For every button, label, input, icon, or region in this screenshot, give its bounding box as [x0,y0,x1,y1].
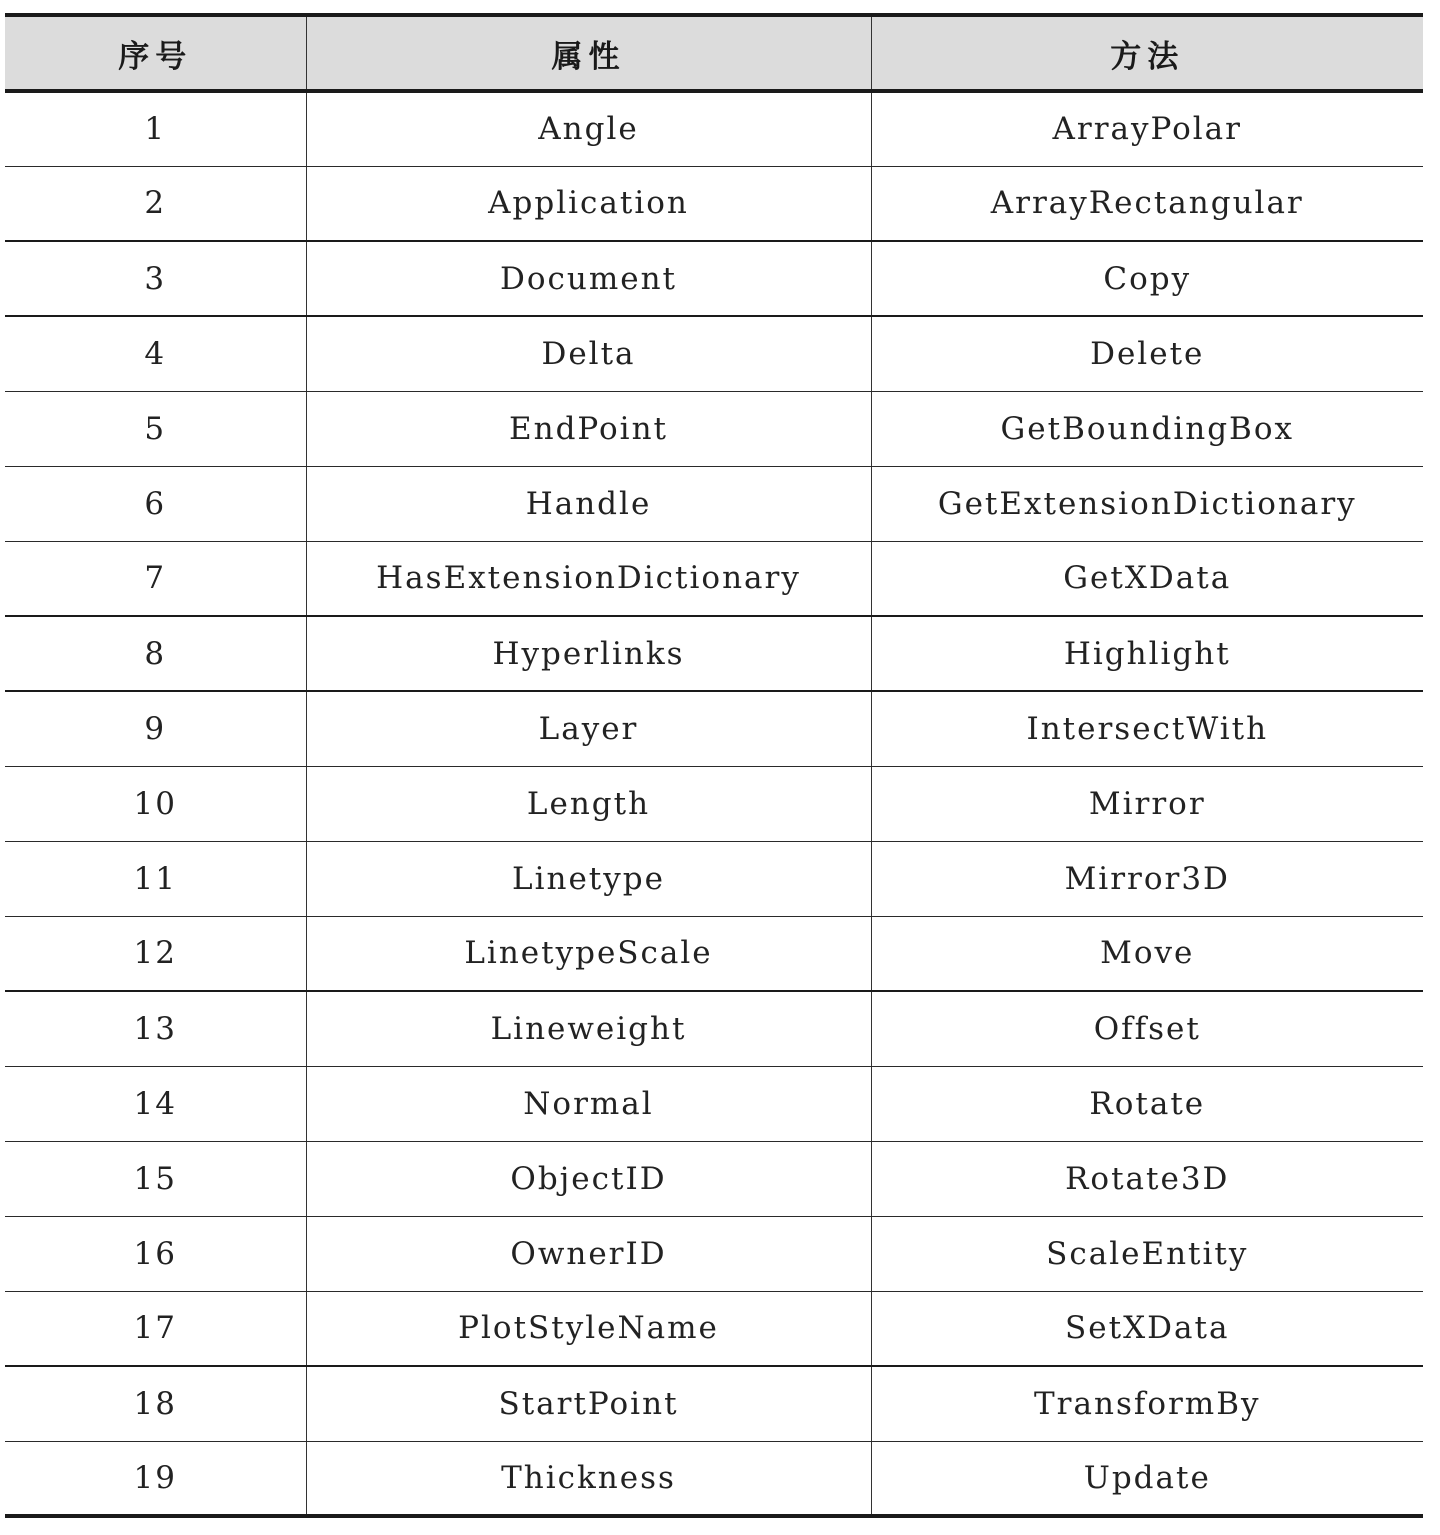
cell-method: Copy [871,241,1423,316]
table-row [5,316,1423,391]
cell-property: Layer [306,691,871,766]
cell-method: Rotate [871,1066,1423,1141]
table-row [5,766,1423,841]
cell-method: IntersectWith [871,691,1423,766]
cell-property: HasExtensionDictionary [306,541,871,616]
cell-number: 19 [5,1441,306,1516]
cell-number: 14 [5,1066,306,1141]
table-row [5,1366,1423,1441]
cell-property: LinetypeScale [306,916,871,991]
header-row [5,15,1423,91]
table-row [5,841,1423,916]
cell-method: ArrayRectangular [871,166,1423,241]
cell-method: Move [871,916,1423,991]
table-row [5,391,1423,466]
table-row [5,616,1423,691]
table-header [5,15,1423,91]
cell-property: Document [306,241,871,316]
cell-number: 12 [5,916,306,991]
cell-number: 15 [5,1141,306,1216]
cell-property: Hyperlinks [306,616,871,691]
cell-method: SetXData [871,1291,1423,1366]
cell-property: Lineweight [306,991,871,1066]
table-row [5,541,1423,616]
header-number: 序号 [5,15,306,91]
cell-method: Mirror3D [871,841,1423,916]
cell-property: Application [306,166,871,241]
cell-number: 11 [5,841,306,916]
cell-number: 10 [5,766,306,841]
properties-methods-table [5,13,1423,1518]
cell-property: PlotStyleName [306,1291,871,1366]
cell-method: Highlight [871,616,1423,691]
table-row [5,916,1423,991]
cell-method: TransformBy [871,1366,1423,1441]
table-row [5,1141,1423,1216]
cell-method: GetExtensionDictionary [871,466,1423,541]
cell-number: 17 [5,1291,306,1366]
cell-property: Handle [306,466,871,541]
cell-number: 2 [5,166,306,241]
header-method: 方法 [871,15,1423,91]
cell-property: Length [306,766,871,841]
table-row [5,241,1423,316]
cell-number: 4 [5,316,306,391]
cell-number: 6 [5,466,306,541]
cell-number: 5 [5,391,306,466]
table-row [5,1216,1423,1291]
table-body [5,91,1423,1516]
cell-number: 3 [5,241,306,316]
cell-method: Update [871,1441,1423,1516]
cell-property: Delta [306,316,871,391]
cell-property: Linetype [306,841,871,916]
cell-number: 18 [5,1366,306,1441]
table-row [5,691,1423,766]
table-row [5,1441,1423,1516]
cell-method: ScaleEntity [871,1216,1423,1291]
cell-number: 8 [5,616,306,691]
cell-method: Delete [871,316,1423,391]
table-row [5,1066,1423,1141]
cell-method: Offset [871,991,1423,1066]
table-row [5,91,1423,166]
cell-number: 16 [5,1216,306,1291]
cell-number: 7 [5,541,306,616]
properties-methods-table-container [5,13,1423,1518]
cell-property: ObjectID [306,1141,871,1216]
cell-method: Rotate3D [871,1141,1423,1216]
cell-number: 1 [5,91,306,166]
cell-method: Mirror [871,766,1423,841]
header-property: 属性 [306,15,871,91]
cell-method: GetBoundingBox [871,391,1423,466]
cell-method: ArrayPolar [871,91,1423,166]
cell-property: StartPoint [306,1366,871,1441]
cell-property: EndPoint [306,391,871,466]
table-row [5,466,1423,541]
cell-property: Normal [306,1066,871,1141]
table-row [5,1291,1423,1366]
table-row [5,166,1423,241]
table-row [5,991,1423,1066]
cell-property: Thickness [306,1441,871,1516]
cell-number: 9 [5,691,306,766]
cell-number: 13 [5,991,306,1066]
cell-method: GetXData [871,541,1423,616]
cell-property: OwnerID [306,1216,871,1291]
cell-property: Angle [306,91,871,166]
